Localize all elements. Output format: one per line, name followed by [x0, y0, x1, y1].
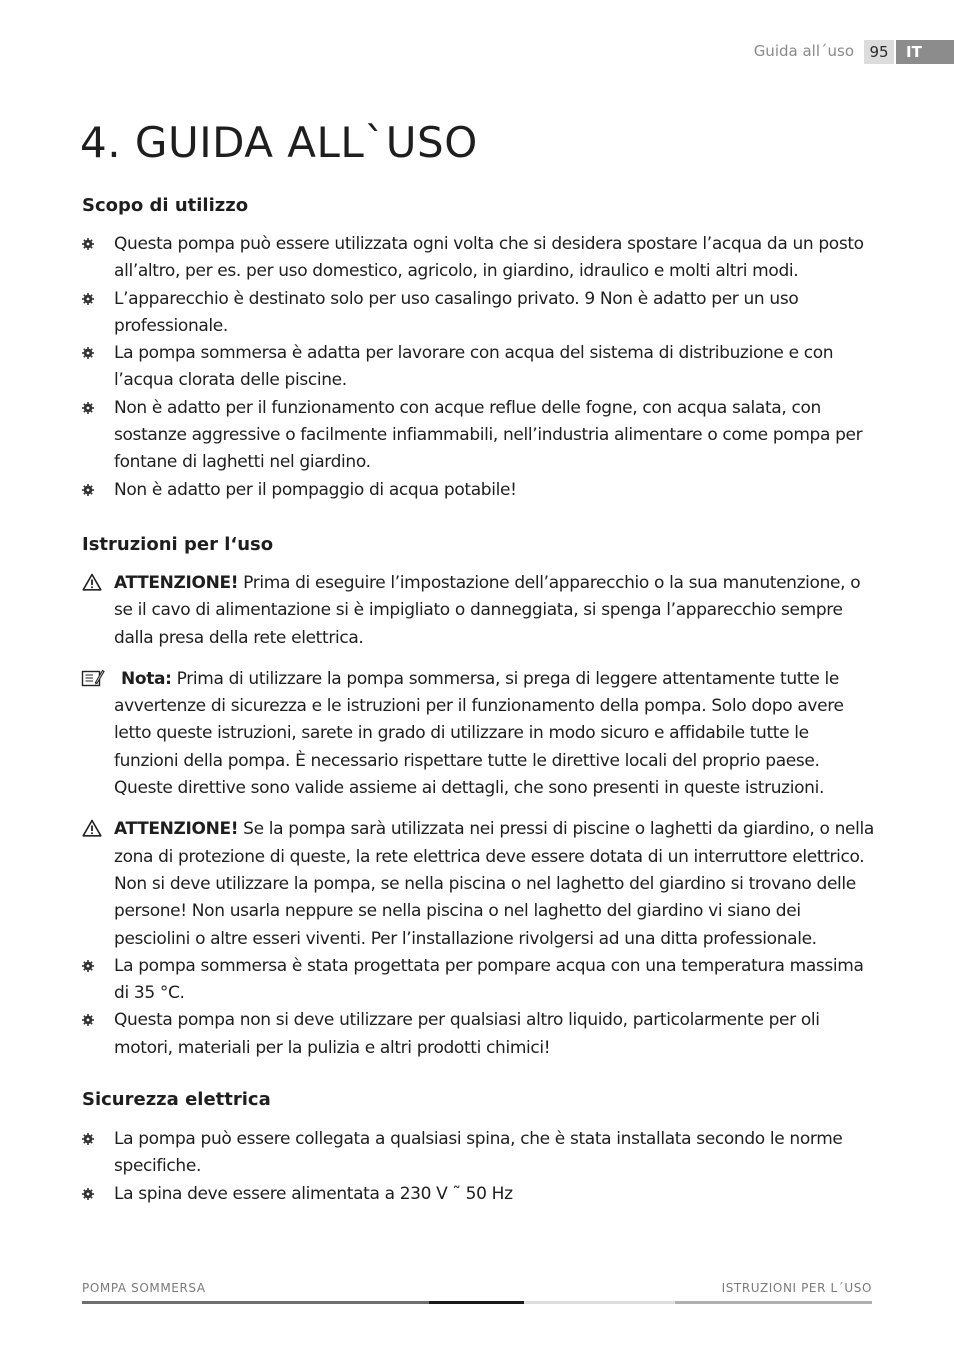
gear-bullet-icon	[82, 477, 96, 504]
gear-bullet-icon	[82, 286, 96, 313]
note-label: Nota:	[121, 668, 172, 689]
gear-bullet-icon	[82, 953, 96, 980]
list-item: Non è adatto per il pompaggio di acqua potabile!	[82, 477, 877, 504]
warning-label: ATTENZIONE!	[114, 819, 239, 840]
list-item: La pompa sommersa è adatta per lavorare con acqua del sistema di distribuzione e con l’acqua clorata delle piscine.	[82, 340, 877, 395]
section-heading-scopo: Scopo di utilizzo	[82, 195, 249, 216]
footer-bar-segment	[524, 1301, 675, 1304]
note-pad-icon	[81, 668, 105, 697]
warning-label: ATTENZIONE!	[114, 573, 239, 593]
list-item: La pompa sommersa è stata progettata per pompare acqua con una temperatura massima di 35 °C.	[82, 953, 877, 1008]
list-item: L’apparecchio è destinato solo per uso casalingo privato. 9 Non è adatto per un uso professionale.	[82, 286, 877, 341]
header-title: Guida all´uso	[753, 42, 854, 60]
sicurezza-list	[82, 1126, 877, 1208]
scopo-list	[82, 231, 877, 504]
page-number: 95	[864, 40, 894, 64]
language-tab: IT	[896, 40, 954, 64]
note-paragraph: Nota: Prima di utilizzare la pompa sommersa, si prega di leggere attentamente tutte le avvertenze di sicurezza e le istruzioni per il funzionamento della pompa. Solo dopo avere letto queste istruzioni, sarete in grado di utilizzare in modo sicuro e affidabile tutte le funzioni della pompa. È necessario rispettare tutte le direttive locali del proprio paese. Queste direttive sono valide assieme ai dettagli, che sono presenti in queste istruzioni.	[82, 666, 877, 802]
warning-triangle-icon	[82, 819, 102, 846]
gear-bullet-icon	[82, 340, 96, 367]
list-item: Questa pompa non si deve utilizzare per qualsiasi altro liquido, particolarmente per oli motori, materiali per la pulizia e altri prodotti chimici!	[82, 1007, 877, 1062]
section-heading-istruzioni: Istruzioni per l‘uso	[82, 534, 274, 555]
list-item: Questa pompa può essere utilizzata ogni volta che si desidera spostare l’acqua da un posto all’altro, per es. per uso domestico, agricolo, in giardino, idraulico e molti altri modi.	[82, 231, 877, 286]
warning-paragraph: ATTENZIONE! Se la pompa sarà utilizzata nei pressi di piscine o laghetti da giardino, o nella zona di protezione di queste, la rete elettrica deve essere dotata di un interruttore elettrico. Non si deve utilizzare la pompa, se nella piscina o nel laghetto del giardino si trovano delle persone! Non usarla neppure se nella piscina o nel laghetto del giardino vi siano dei pesciolini o altre esseri viventi. Per l’installazione rivolgersi ad una ditta professionale.	[82, 816, 877, 952]
list-item: La spina deve essere alimentata a 230 V ˜ 50 Hz	[82, 1181, 877, 1208]
gear-bullet-icon	[82, 231, 96, 258]
gear-bullet-icon	[82, 395, 96, 422]
footer-bar-segment	[429, 1301, 524, 1304]
list-item: La pompa può essere collegata a qualsiasi spina, che è stata installata secondo le norme specifiche.	[82, 1126, 877, 1181]
gear-bullet-icon	[82, 1181, 96, 1208]
list-item: Non è adatto per il funzionamento con acque reflue delle fogne, con acqua salata, con sostanze aggressive o facilmente infiammabili, nell’industria alimentare o come pompa per fontane di laghetti nel giardino.	[82, 395, 877, 477]
footer-bar-segment	[675, 1301, 872, 1304]
section-heading-sicurezza: Sicurezza elettrica	[82, 1089, 271, 1110]
warning-paragraph: ATTENZIONE! Prima di eseguire l’impostazione dell’apparecchio o la sua manutenzione, o se il cavo di alimentazione si è impigliato o danneggiata, si spenga l’apparecchio sempre dalla presa della rete elettrica.	[82, 570, 877, 652]
footer-manual-name: ISTRUZIONI PER L´USO	[721, 1281, 872, 1295]
gear-bullet-icon	[82, 1126, 96, 1153]
istruzioni-content	[82, 570, 877, 1062]
page-title: 4. GUIDA ALL`USO	[80, 118, 478, 167]
footer-bar-segment	[82, 1301, 429, 1304]
gear-bullet-icon	[82, 1007, 96, 1034]
warning-triangle-icon	[82, 573, 102, 600]
footer-product-name: POMPA SOMMERSA	[82, 1281, 206, 1295]
